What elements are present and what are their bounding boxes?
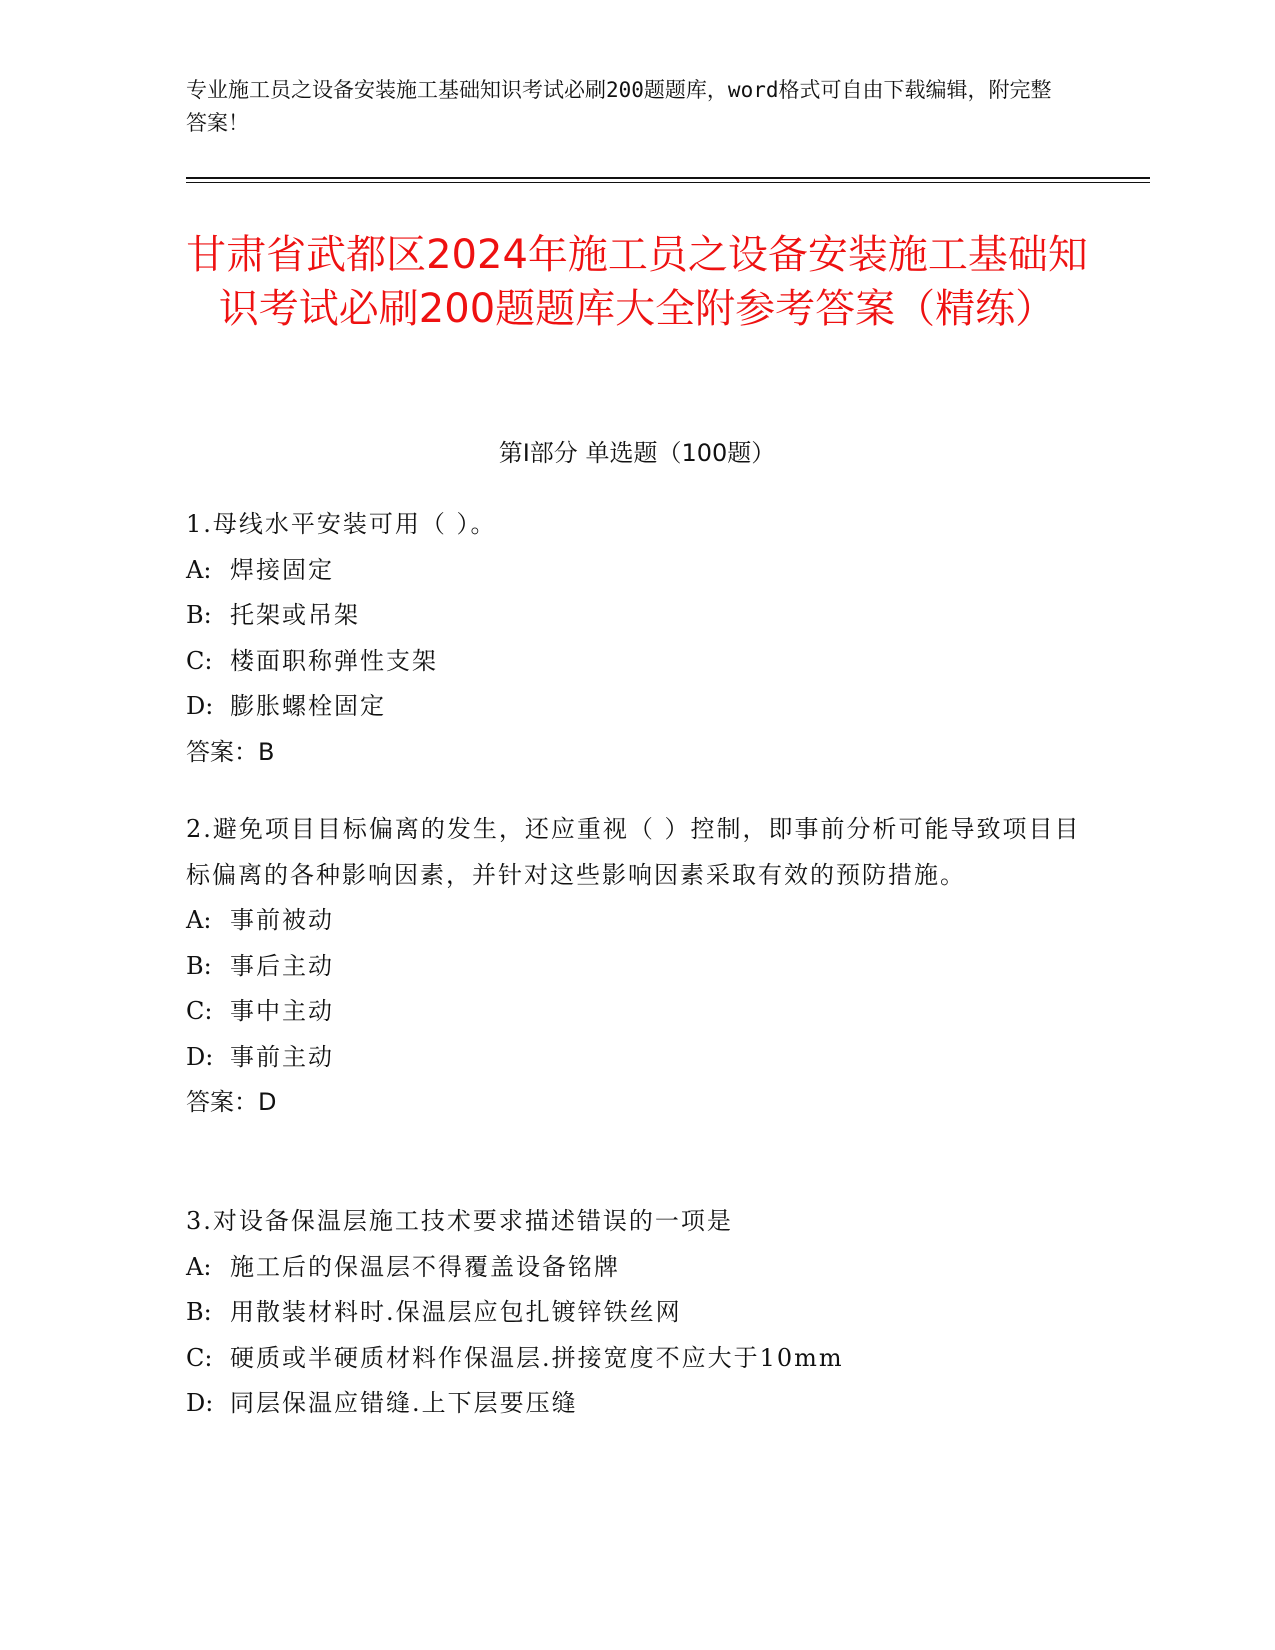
header-note: 专业施工员之设备安装施工基础知识考试必刷200题题库，word格式可自由下载编辑，附完整答案！ <box>186 78 1052 135</box>
option-key: C: <box>186 646 213 675</box>
option-d <box>186 684 1086 730</box>
option-key: B: <box>186 601 212 629</box>
option-a <box>186 898 1086 944</box>
option-c <box>186 1336 1086 1382</box>
option-key: C: <box>186 997 213 1025</box>
option-text: 焊接固定 <box>230 555 334 584</box>
document-title: 甘肃省武都区2024年施工员之设备安装施工基础知识考试必刷200题题库大全附参考答案（精练） <box>186 232 1088 332</box>
option-key: D: <box>186 1042 214 1071</box>
option-key: D: <box>186 1389 214 1417</box>
question-stem: 1.母线水平安装可用（ ）。 <box>186 510 497 538</box>
option-a <box>186 1245 1086 1291</box>
option-a <box>186 548 1086 594</box>
option-text: 事中主动 <box>230 997 334 1025</box>
question-stem: 2.避免项目目标偏离的发生，还应重视（ ）控制，即事前分析可能导致项目目标偏离的各种影响因素，并针对这些影响因素采取有效的预防措施。 <box>186 815 1081 889</box>
option-c <box>186 989 1086 1035</box>
header-divider-thin <box>186 182 1150 183</box>
option-text: 膨胀螺栓固定 <box>230 692 386 720</box>
option-text: 用散装材料时.保温层应包扎镀锌铁丝网 <box>230 1298 682 1326</box>
option-key: C: <box>186 1343 213 1372</box>
question-3 <box>186 1199 1086 1427</box>
option-key: A: <box>186 1252 212 1281</box>
answer-line: 答案：B <box>186 737 275 766</box>
option-d <box>186 1035 1086 1081</box>
option-text: 事后主动 <box>230 951 334 980</box>
option-key: D: <box>186 692 214 720</box>
option-key: A: <box>186 906 212 934</box>
option-text: 硬质或半硬质材料作保温层.拼接宽度不应大于10mm <box>230 1343 844 1372</box>
section-heading: 第Ⅰ部分 单选题（100题） <box>498 439 776 467</box>
option-b <box>186 1290 1086 1336</box>
option-text: 事前被动 <box>230 906 334 934</box>
question-stem: 3.对设备保温层施工技术要求描述错误的一项是 <box>186 1207 733 1235</box>
option-key: B: <box>186 951 212 980</box>
option-text: 托架或吊架 <box>230 601 360 629</box>
option-text: 事前主动 <box>230 1042 334 1071</box>
option-text: 楼面职称弹性支架 <box>230 646 438 675</box>
option-text: 施工后的保温层不得覆盖设备铭牌 <box>230 1252 620 1281</box>
option-key: A: <box>186 555 212 584</box>
option-b <box>186 593 1086 639</box>
question-1 <box>186 502 1086 775</box>
option-d <box>186 1381 1086 1427</box>
header-divider-thick <box>186 177 1150 179</box>
question-2 <box>186 807 1086 1126</box>
answer-line: 答案：D <box>186 1088 277 1116</box>
option-b <box>186 944 1086 990</box>
option-key: B: <box>186 1298 212 1326</box>
option-c <box>186 639 1086 685</box>
option-text: 同层保温应错缝.上下层要压缝 <box>230 1389 578 1417</box>
